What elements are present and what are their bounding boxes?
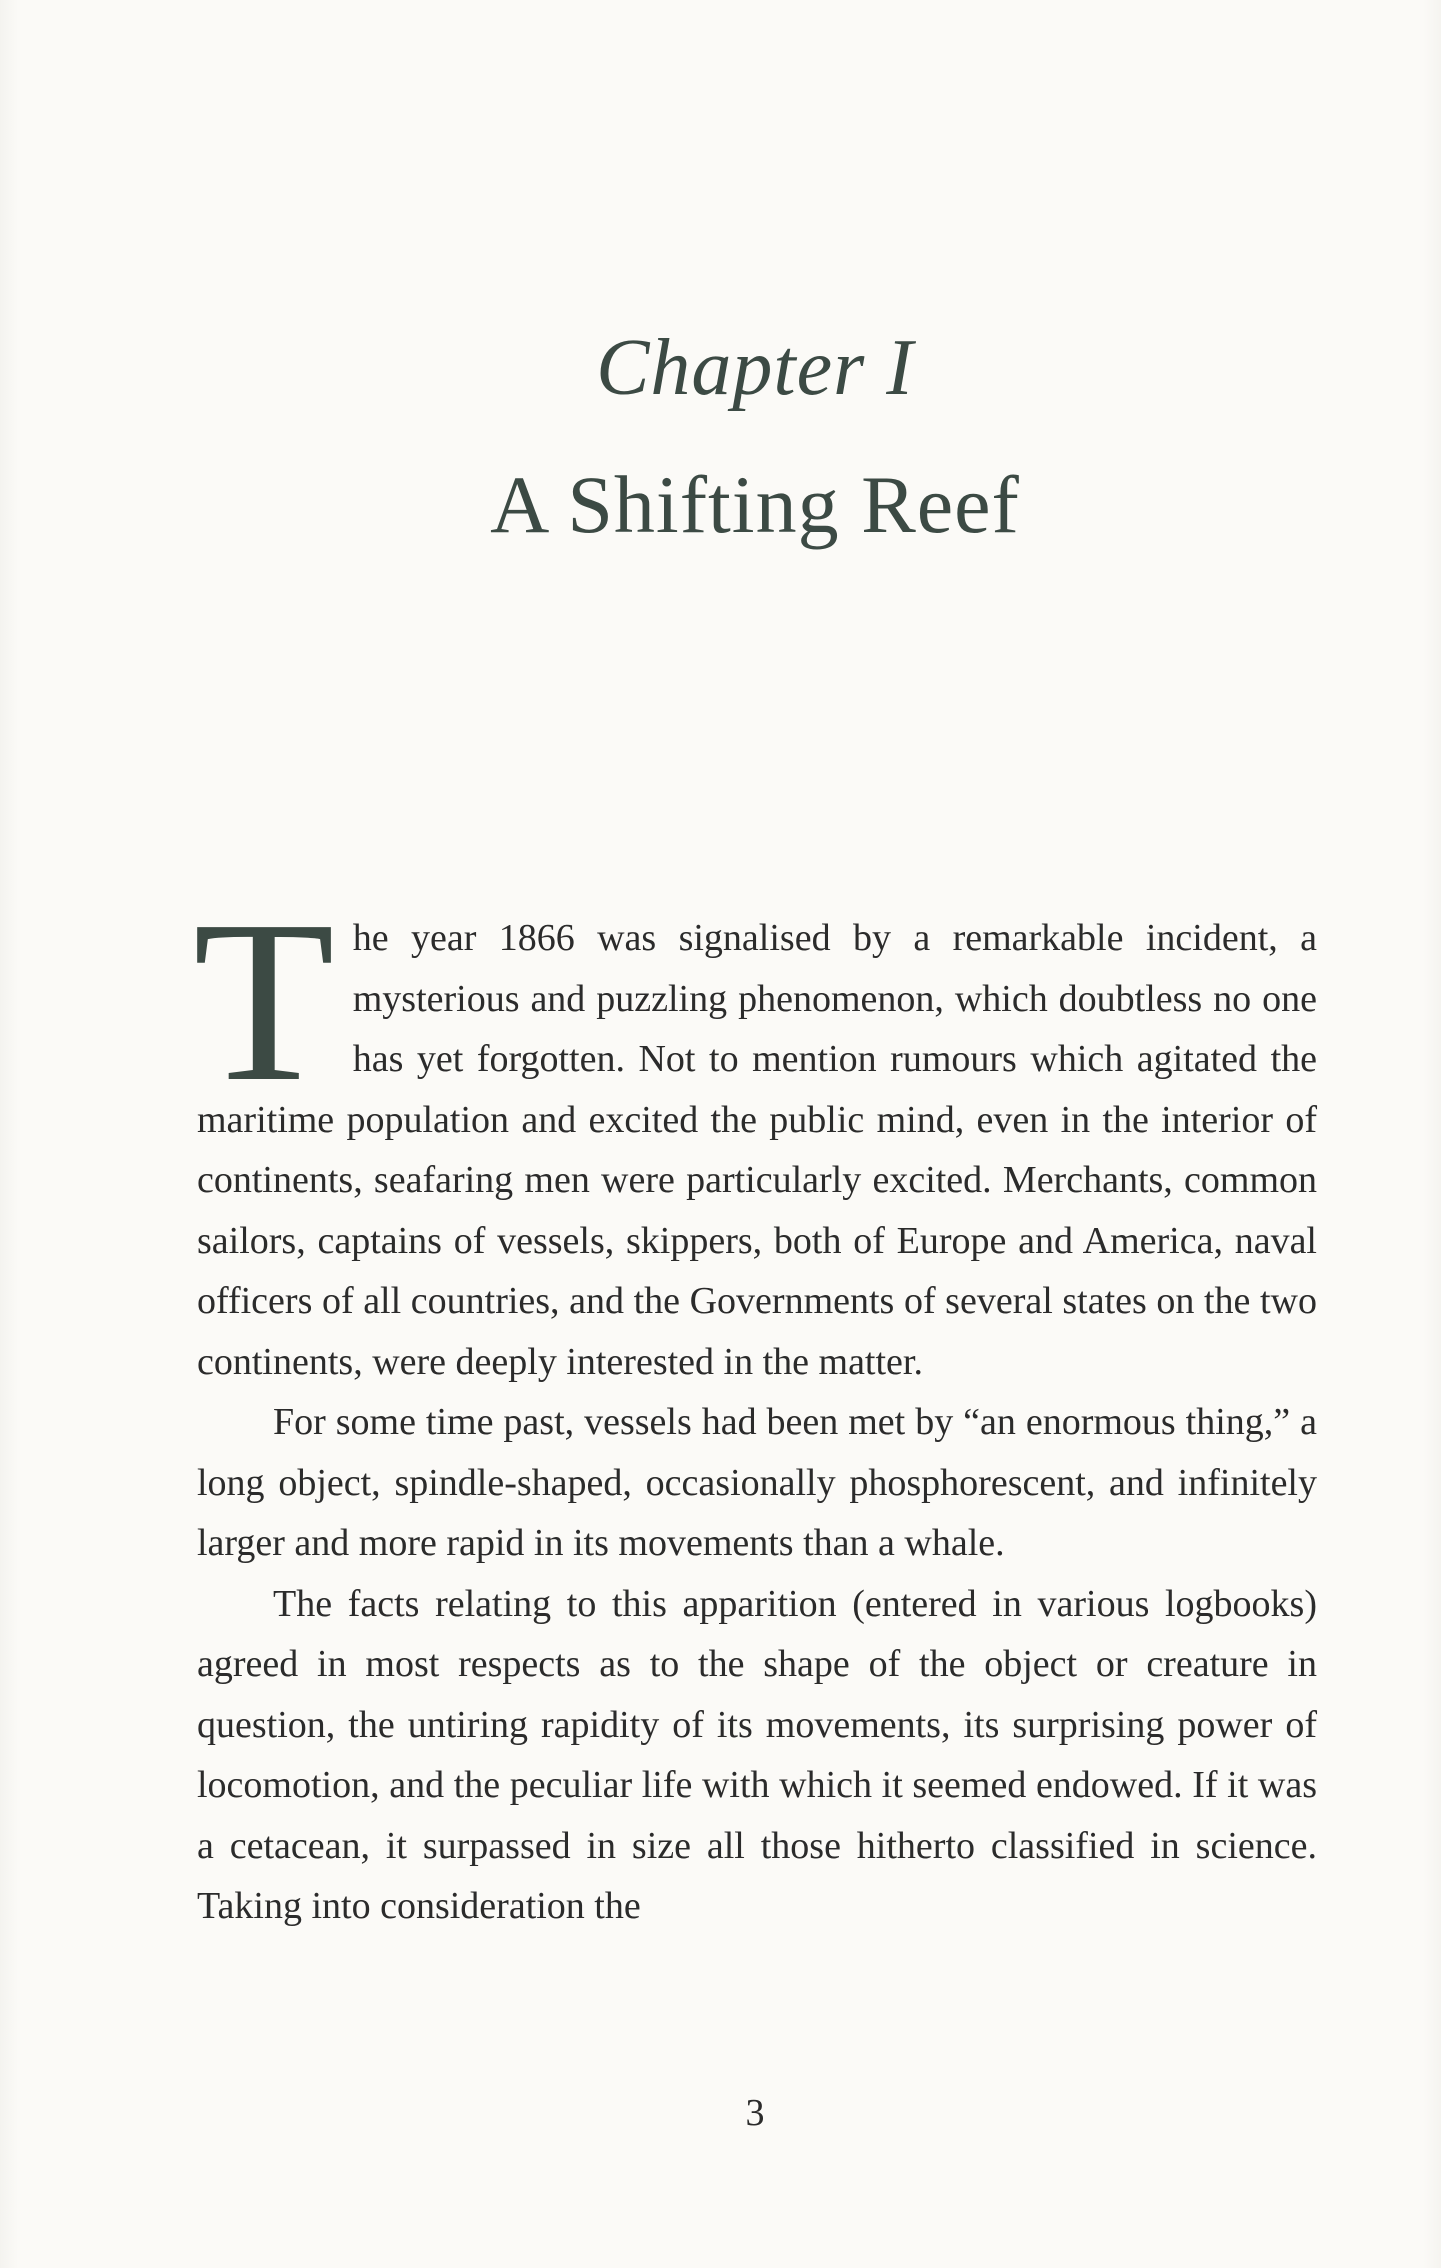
paragraph-1 (193, 873, 1317, 1392)
paragraph-1-text: he year 1866 was signalised by a remarkable incident, a mysterious and puzzling phenomenon, which doubtless no one has yet forgotten. Not to mention rumours which agitated the maritime population and excited the public mind, even in the interior of continents, seafaring men were particularly excited. Merchants, common sailors, captains of vessels, skippers, both of Europe and America, naval officers of all countries, and the Governments of several states on the two continents, were deeply interested in the matter. (197, 917, 1317, 1383)
chapter-title: A Shifting Reef (490, 459, 1020, 550)
page-number: 3 (745, 2092, 765, 2134)
paragraph-3: The facts relating to this apparition (entered in various logbooks) agreed in most respects as to the shape of the object or creature in question, the untiring rapidity of its movements, its surprising power of locomotion, and the peculiar life with which it seemed endowed. If it was a cetacean, it surpassed in size all those hitherto classified in science. Taking into consideration the (197, 1582, 1317, 1927)
paragraph-2: For some time past, vessels had been met by “an enormous thing,” a long object, spindle-shaped, occasionally phosphorescent, and infinitely larger and more rapid in its movements than a whale. (197, 1401, 1317, 1564)
drop-cap: T (193, 873, 335, 1130)
chapter-number: Chapter I (596, 324, 914, 412)
chapter-body (193, 873, 1317, 1937)
